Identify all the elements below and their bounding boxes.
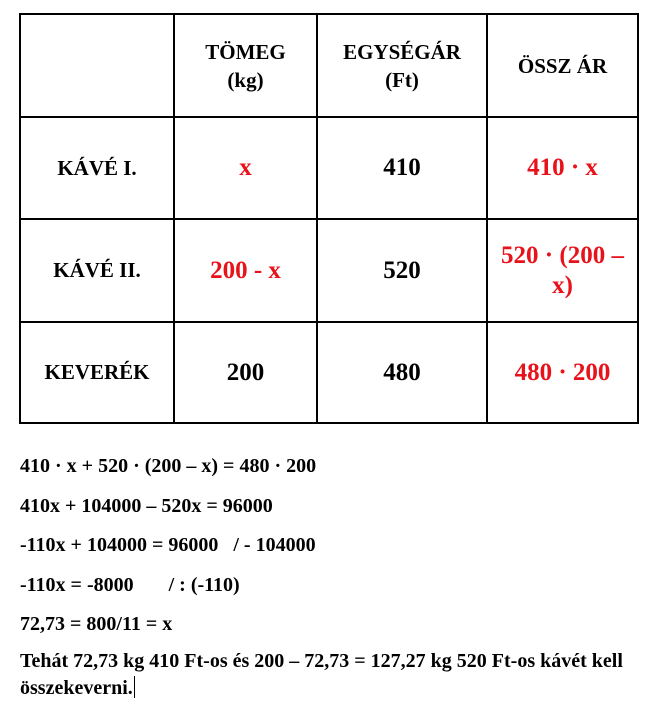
- equation-step: 410x + 104000 – 520x = 96000: [20, 494, 273, 517]
- equation-step: -110x = -8000 / : (-110): [20, 573, 240, 596]
- header-mass: [174, 14, 317, 117]
- mass-cell: 200 - x: [174, 219, 317, 322]
- unit-price-cell: 520: [317, 219, 487, 322]
- header-unit-price-unit: (Ft): [385, 67, 419, 92]
- row-label: KEVERÉK: [20, 322, 174, 423]
- header-total-price: [487, 14, 638, 117]
- conclusion-paragraph[interactable]: [20, 648, 660, 702]
- equation-step: -110x + 104000 = 96000 / - 104000: [20, 534, 316, 556]
- header-total-price-title: ÖSSZ ÁR: [517, 53, 608, 78]
- total-price-cell: 480 · 200: [487, 322, 638, 423]
- mass-cell: 200: [174, 322, 317, 423]
- coffee-mixture-table: [19, 13, 639, 424]
- header-unit-price-title: EGYSÉGÁR: [343, 39, 461, 64]
- table-row: [20, 117, 638, 219]
- table-row: [20, 322, 638, 423]
- equation-step: 410 · x + 520 · (200 – x) = 480 · 200: [20, 455, 317, 477]
- table-row: [20, 219, 638, 322]
- header-mass-unit: (kg): [227, 67, 264, 92]
- row-label: KÁVÉ I.: [20, 117, 174, 219]
- text-cursor: [134, 676, 135, 698]
- total-price-cell: 410 · x: [487, 117, 638, 219]
- solution-steps: [20, 447, 650, 645]
- header-corner-cell: [20, 14, 174, 117]
- total-price-cell: 520 · (200 – x): [487, 219, 638, 322]
- header-unit-price: [317, 14, 487, 117]
- mass-cell: x: [174, 117, 317, 219]
- header-mass-title: TÖMEG: [205, 39, 286, 64]
- row-label: KÁVÉ II.: [20, 219, 174, 322]
- table-header-row: [20, 14, 638, 117]
- unit-price-cell: 410: [317, 117, 487, 219]
- equation-step: 72,73 = 800/11 = x: [20, 613, 173, 635]
- unit-price-cell: 480: [317, 322, 487, 423]
- conclusion-text: Tehát 72,73 kg 410 Ft-os és 200 – 72,73 = 127,27 kg 520 Ft-os kávét kell összekeverni.: [20, 650, 623, 699]
